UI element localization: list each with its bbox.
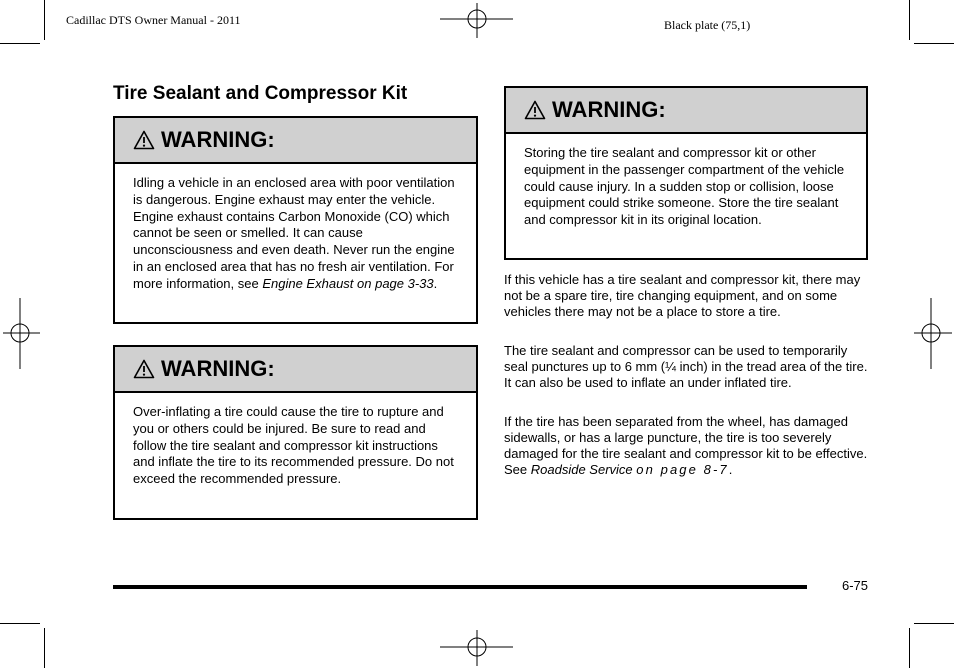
paragraph-text: If the tire has been separated from the wheel, has damaged sidewalls, or has a large puncture, the tire is too severely damaged for the tire sealant and compressor kit to be effective. See (504, 414, 868, 477)
footer-rule (113, 585, 807, 589)
paragraph-kit-presence: If this vehicle has a tire sealant and compressor kit, there may not be a spare tire, tire changing equipment, and on some vehicles there may not be a place to store a tire. (504, 272, 861, 319)
paragraph-text-end: . (728, 462, 733, 477)
warning-text: Over-inflating a tire could cause the tire to rupture and you or others could be injured. Be sure to read and follow the tire sealant and compressor kit instructions and inflate the tire to its recommended pressure. Do not exceed the recommended pressure. (133, 404, 454, 487)
warning-text: Idling a vehicle in an enclosed area with poor ventilation is dangerous. Engine exhaust may enter the vehicle. Engine exhaust contains Carbon Monoxide (CO) which cannot be seen or smelled. It can cause unconsciousness and even death. Never run the engine in an enclosed area that has no fresh air ventilation. For more information, see (133, 175, 455, 291)
cross-reference-link: Roadside Service (530, 462, 633, 477)
paragraph-severe-damage (504, 414, 868, 478)
warning-triangle-icon (133, 359, 155, 379)
warning-heading: WARNING: (552, 97, 666, 122)
warning-heading: WARNING: (161, 356, 275, 381)
warning-triangle-icon (133, 130, 155, 150)
registration-mark-bottom (440, 628, 515, 668)
warning-box-storage (504, 86, 868, 260)
warning-body (115, 393, 476, 488)
warning-box-overinflation (113, 345, 478, 520)
header-manual-title: Cadillac DTS Owner Manual - 2011 (66, 13, 241, 27)
warning-text: Storing the tire sealant and compressor kit or other equipment in the passenger compartment of the vehicle could cause injury. In a sudden stop or collision, loose equipment could strike someone. Store the tire sealant and compressor kit in its original location. (524, 145, 845, 228)
section-title: Tire Sealant and Compressor Kit (113, 83, 408, 104)
warning-heading: WARNING: (161, 127, 275, 152)
warning-triangle-icon (524, 100, 546, 120)
warning-header (115, 118, 476, 164)
paragraph-kit-usage: The tire sealant and compressor can be used to temporarily seal punctures up to 6 mm (¼ inch) in the tread area of the tire. It can also be used to inflate an under inflated tire. (504, 343, 868, 390)
registration-mark-left (0, 296, 42, 371)
warning-body (115, 164, 476, 293)
warning-box-exhaust (113, 116, 478, 324)
page-number: 6-75 (842, 578, 869, 593)
registration-mark-top (440, 0, 515, 40)
header-plate-info: Black plate (75,1) (664, 18, 751, 32)
cross-reference-link: Engine Exhaust on page 3-33 (262, 275, 434, 291)
registration-mark-right (912, 296, 954, 371)
warning-header (115, 347, 476, 393)
warning-header (506, 88, 866, 134)
cross-reference-page: on page 8-7 (636, 462, 729, 477)
warning-text-end: . (433, 275, 438, 291)
warning-body (506, 134, 866, 229)
